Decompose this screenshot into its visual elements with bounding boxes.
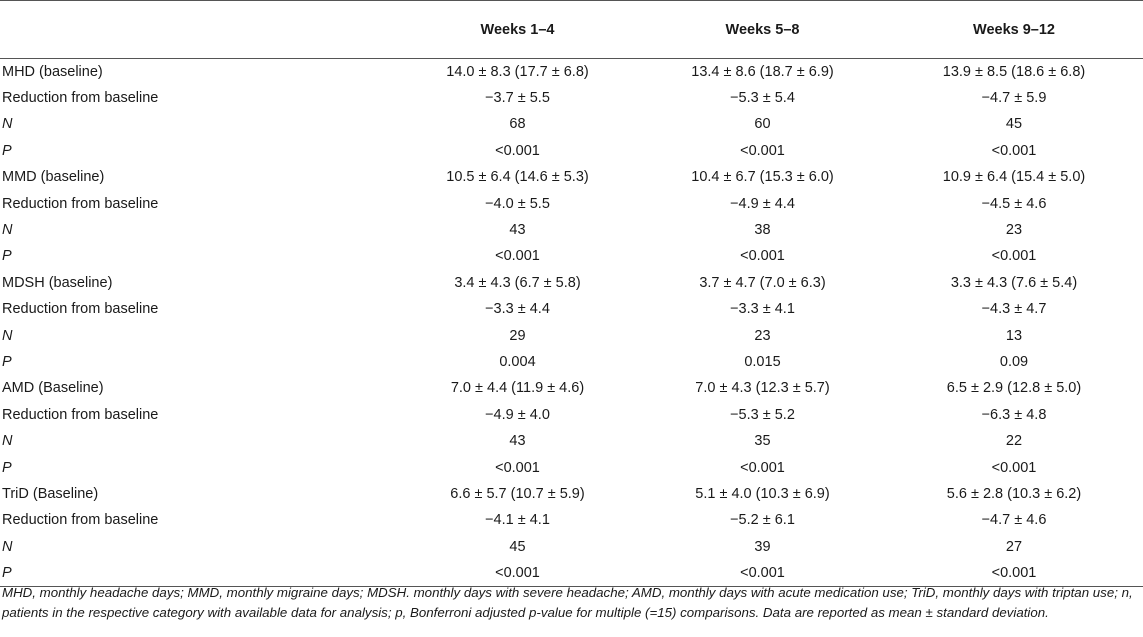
value-cell: 23 — [1005, 222, 1023, 239]
table-row — [0, 217, 1143, 243]
value-cell: 3.4 ± 4.3 (6.7 ± 5.8) — [454, 274, 581, 291]
value-cell: −4.0 ± 5.5 — [485, 195, 550, 212]
value-cell: −4.1 ± 4.1 — [485, 512, 550, 529]
value-cell: 0.09 — [999, 353, 1029, 370]
value-cell: 0.004 — [499, 353, 536, 370]
header-cell-weeks-5-8: Weeks 5–8 — [640, 1, 885, 59]
row-label-cell: P — [2, 353, 12, 370]
row-label-cell: MDSH (baseline) — [2, 274, 113, 291]
value-cell: <0.001 — [495, 459, 540, 476]
table-footnote: MHD, monthly headache days; MMD, monthly migraine days; MDSH. monthly days with severe headache; AMD, monthly days with acute medication use; TriD, monthly days with triptan use; n, patients in the respective category with available data for analysis; p, Bonferroni adjusted p-value for multiple (=15) comparisons. Data are reported as mean ± standard deviation. — [2, 585, 1133, 620]
value-cell: 6.5 ± 2.9 (12.8 ± 5.0) — [946, 380, 1082, 397]
row-label-cell: AMD (Baseline) — [2, 380, 104, 397]
table-row — [0, 85, 1143, 111]
table-row — [0, 190, 1143, 216]
value-cell: −5.2 ± 6.1 — [730, 512, 795, 529]
row-label-cell: Reduction from baseline — [2, 406, 159, 423]
value-cell: −3.3 ± 4.4 — [485, 301, 550, 318]
row-label-cell: P — [2, 142, 12, 159]
value-cell: 43 — [509, 433, 526, 450]
value-cell: 23 — [754, 327, 771, 344]
row-label-cell: Reduction from baseline — [2, 195, 159, 212]
value-cell: 68 — [509, 116, 526, 133]
value-cell: <0.001 — [991, 142, 1037, 159]
header-cell-weeks-1-4: Weeks 1–4 — [395, 1, 640, 59]
value-cell: 6.6 ± 5.7 (10.7 ± 5.9) — [450, 485, 585, 502]
table-row — [0, 243, 1143, 269]
row-label-cell: Reduction from baseline — [2, 301, 159, 318]
value-cell: <0.001 — [740, 142, 785, 159]
value-cell: <0.001 — [395, 560, 640, 586]
value-cell: −5.3 ± 5.4 — [730, 90, 795, 107]
value-cell: 43 — [509, 222, 526, 239]
value-cell: −3.7 ± 5.5 — [485, 90, 550, 107]
value-cell: −6.3 ± 4.8 — [981, 406, 1047, 423]
value-cell: 10.5 ± 6.4 (14.6 ± 5.3) — [446, 169, 589, 186]
table-row — [0, 454, 1143, 480]
value-cell: −4.3 ± 4.7 — [981, 301, 1047, 318]
value-cell: <0.001 — [991, 459, 1037, 476]
value-cell: 3.3 ± 4.3 (7.6 ± 5.4) — [950, 274, 1078, 291]
table-row — [0, 164, 1143, 190]
row-label-cell: N — [2, 538, 13, 555]
row-label-cell: N — [2, 222, 13, 239]
row-label-cell: P — [2, 459, 12, 476]
row-label-cell: N — [2, 433, 13, 450]
value-cell: 35 — [754, 433, 771, 450]
table-row — [0, 428, 1143, 454]
table-row — [0, 322, 1143, 348]
row-label-cell: P — [0, 560, 395, 586]
value-cell: <0.001 — [740, 459, 785, 476]
value-cell: −4.7 ± 5.9 — [981, 90, 1047, 107]
value-cell: 10.4 ± 6.7 (15.3 ± 6.0) — [691, 169, 834, 186]
row-label-cell: P — [2, 248, 12, 265]
value-cell: 29 — [509, 327, 526, 344]
row-label-cell: MHD (baseline) — [2, 63, 103, 80]
row-label-cell: N — [2, 327, 13, 344]
row-label-cell: MMD (baseline) — [2, 169, 105, 186]
table-row — [0, 59, 1143, 85]
value-cell: 0.015 — [744, 353, 781, 370]
table-row — [0, 507, 1143, 533]
row-label-cell: Reduction from baseline — [2, 512, 159, 529]
table-row — [0, 138, 1143, 164]
value-cell: <0.001 — [495, 248, 540, 265]
header-cell-weeks-9-12: Weeks 9–12 — [885, 1, 1143, 59]
value-cell: <0.001 — [495, 142, 540, 159]
value-cell: 7.0 ± 4.3 (12.3 ± 5.7) — [695, 380, 830, 397]
header-cell-label — [0, 1, 395, 59]
value-cell: 5.1 ± 4.0 (10.3 ± 6.9) — [695, 485, 830, 502]
value-cell: 27 — [1005, 538, 1023, 555]
value-cell: 22 — [1005, 433, 1023, 450]
table-row — [0, 111, 1143, 137]
value-cell: 14.0 ± 8.3 (17.7 ± 6.8) — [446, 63, 589, 80]
table-row — [0, 296, 1143, 322]
value-cell: <0.001 — [991, 248, 1037, 265]
table-row — [0, 349, 1143, 375]
value-cell: −4.5 ± 4.6 — [981, 195, 1047, 212]
value-cell: 10.9 ± 6.4 (15.4 ± 5.0) — [942, 169, 1086, 186]
value-cell: 13 — [1005, 327, 1023, 344]
value-cell: <0.001 — [885, 560, 1143, 586]
value-cell: 45 — [509, 538, 526, 555]
row-label-cell: Reduction from baseline — [2, 90, 159, 107]
table-body — [0, 59, 1143, 587]
value-cell: <0.001 — [640, 560, 885, 586]
value-cell: 38 — [754, 222, 771, 239]
value-cell: 5.6 ± 2.8 (10.3 ± 6.2) — [946, 485, 1082, 502]
table-row — [0, 481, 1143, 507]
row-label-cell: N — [2, 116, 13, 133]
value-cell: −4.9 ± 4.0 — [485, 406, 550, 423]
value-cell: 45 — [1005, 116, 1023, 133]
value-cell: −3.3 ± 4.1 — [730, 301, 795, 318]
table-row — [0, 402, 1143, 428]
value-cell: <0.001 — [740, 248, 785, 265]
value-cell: 7.0 ± 4.4 (11.9 ± 4.6) — [450, 380, 585, 397]
table-row — [0, 375, 1143, 401]
row-label-cell: TriD (Baseline) — [2, 485, 99, 502]
table-header-row — [0, 1, 1143, 59]
value-cell: 13.4 ± 8.6 (18.7 ± 6.9) — [691, 63, 834, 80]
table-row — [0, 270, 1143, 296]
value-cell: 3.7 ± 4.7 (7.0 ± 6.3) — [699, 274, 826, 291]
value-cell: 39 — [754, 538, 771, 555]
value-cell: −4.9 ± 4.4 — [730, 195, 795, 212]
table-row — [0, 534, 1143, 560]
value-cell: 60 — [754, 116, 771, 133]
value-cell: −4.7 ± 4.6 — [981, 512, 1047, 529]
value-cell: −5.3 ± 5.2 — [730, 406, 795, 423]
value-cell: 13.9 ± 8.5 (18.6 ± 6.8) — [942, 63, 1086, 80]
